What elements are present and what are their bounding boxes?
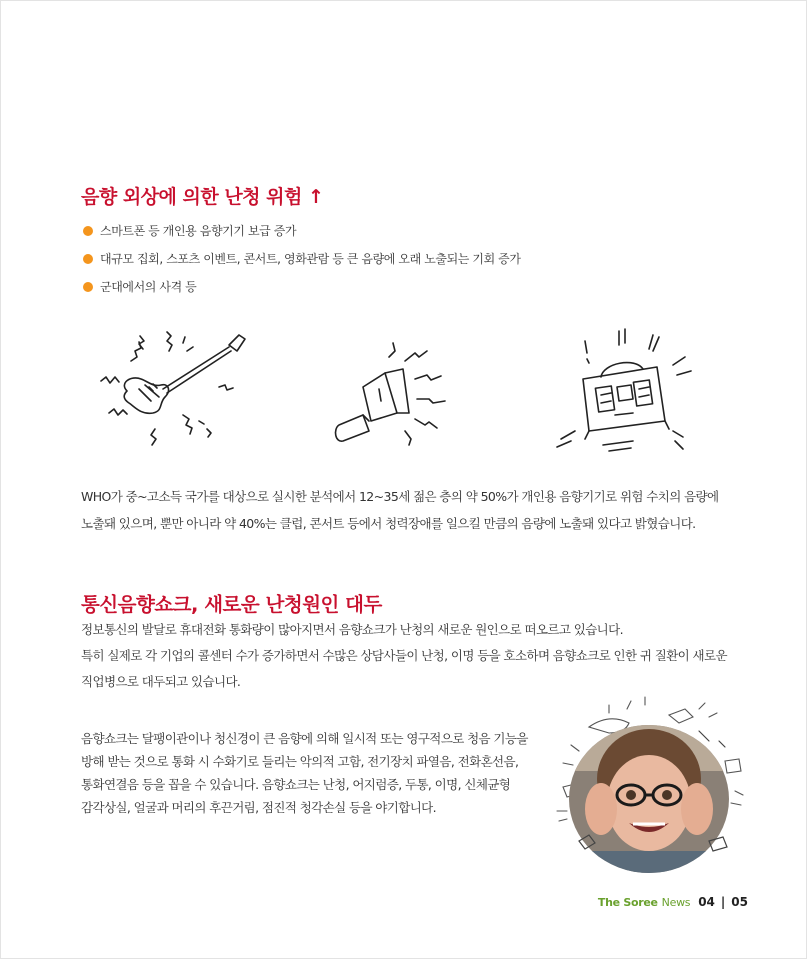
- page-number-right: 05: [731, 895, 748, 909]
- guitar-illustration: [79, 321, 254, 461]
- boombox-icon: [549, 321, 699, 461]
- bullet-dot-icon: [83, 226, 93, 236]
- who-paragraph: [81, 483, 741, 537]
- bullet-dot-icon: [83, 254, 93, 264]
- risk-bullet-list: [83, 217, 521, 301]
- footer-brand: The Soree: [597, 895, 658, 909]
- paragraph-line: 직업병으로 대두되고 있습니다.: [81, 674, 241, 689]
- megaphone-icon: [319, 321, 469, 461]
- paragraph-line: 감각상실, 얼굴과 머리의 후끈거림, 점진적 청각손실 등을 야기합니다.: [81, 800, 437, 815]
- child-photo: [549, 691, 749, 881]
- intro-paragraph: [81, 617, 741, 695]
- section2-title: 통신음향쇼크, 새로운 난청원인 대두: [81, 593, 382, 616]
- list-item: [83, 217, 521, 245]
- paragraph-line: 노출돼 있으며, 뿐만 아니라 약 40%는 클럽, 콘서트 등에서 청력장애를 일으킬 만큼의 음량에 노출돼 있다고 밝혔습니다.: [81, 516, 696, 531]
- footer-brand-news: News: [661, 895, 691, 909]
- section1-title: 음향 외상에 의한 난청 위험 ↑: [81, 186, 324, 208]
- list-item: [83, 273, 521, 301]
- child-covering-ears-image: [549, 691, 749, 881]
- paragraph-line: 통화연결음 등을 꼽을 수 있습니다. 음향쇼크는 난청, 어지럼증, 두통, 이명, 신체균형: [81, 777, 511, 792]
- electric-guitar-icon: [79, 321, 254, 461]
- paragraph-line: 음향쇼크는 달팽이관이나 청신경이 큰 음향에 의해 일시적 또는 영구적으로 청음 기능을: [81, 731, 528, 746]
- megaphone-illustration: [319, 321, 469, 461]
- page-footer: [598, 895, 748, 909]
- bullet-text: 군대에서의 사격 등: [100, 280, 197, 294]
- page-number-left: 04: [698, 895, 715, 909]
- bullet-text: 대규모 집회, 스포츠 이벤트, 콘서트, 영화관람 등 큰 음량에 오래 노출되는 기회 증가: [100, 252, 521, 266]
- bullet-text: 스마트폰 등 개인용 음향기기 보급 증가: [100, 224, 297, 238]
- page-separator: |: [720, 895, 726, 909]
- paragraph-line: WHO가 중~고소득 국가를 대상으로 실시한 분석에서 12~35세 젊은 층의 약 50%가 개인용 음향기기로 위험 수치의 음량에: [81, 489, 719, 504]
- paragraph-line: 정보통신의 발달로 휴대전화 통화량이 많아지면서 음향쇼크가 난청의 새로운 원인으로 떠오르고 있습니다.: [81, 622, 624, 637]
- detail-paragraph: [81, 727, 551, 819]
- paragraph-line: 특히 실제로 각 기업의 콜센터 수가 증가하면서 수많은 상담사들이 난청, 이명 등을 호소하며 음향쇼크로 인한 귀 질환이 새로운: [81, 648, 727, 663]
- list-item: [83, 245, 521, 273]
- paragraph-line: 방해 받는 것으로 통화 시 수화기로 들리는 악의적 고함, 전기장치 파열음, 전화혼선음,: [81, 754, 519, 769]
- bullet-dot-icon: [83, 282, 93, 292]
- boombox-illustration: [549, 321, 699, 461]
